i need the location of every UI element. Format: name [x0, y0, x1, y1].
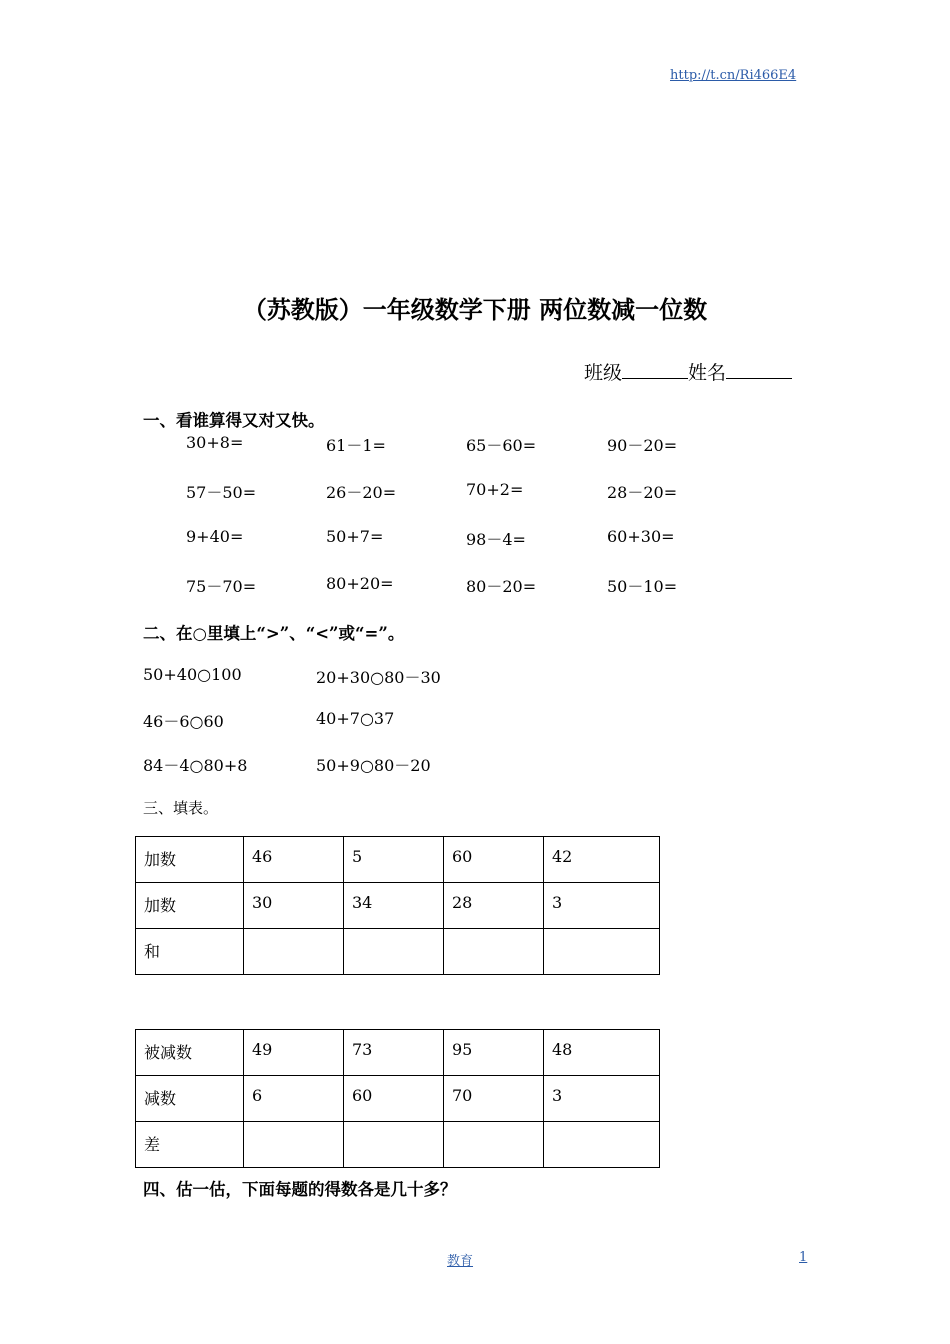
exercise-item: 65－60= [466, 436, 537, 455]
exercise-item: 70+2= [466, 480, 524, 499]
comparison-item: 50+9○80－20 [316, 756, 431, 775]
class-blank[interactable] [622, 359, 688, 379]
answer-cell[interactable] [344, 1122, 444, 1168]
table-cell: 60 [444, 837, 544, 883]
answer-cell[interactable] [544, 929, 660, 975]
exercise-item: 75－70= [186, 577, 257, 596]
comparison-item: 46－6○60 [143, 712, 224, 731]
answer-cell[interactable] [544, 1122, 660, 1168]
table-cell: 和 [136, 929, 244, 975]
name-label: 姓名 [688, 362, 727, 384]
table-cell: 30 [244, 883, 344, 929]
comparison-item: 40+7○37 [316, 709, 395, 728]
exercise-item: 90－20= [607, 436, 678, 455]
table-row [136, 883, 660, 929]
answer-cell[interactable] [344, 929, 444, 975]
table-row [136, 1122, 660, 1168]
header-url-link[interactable]: http://t.cn/Ri466E4 [670, 68, 797, 83]
section4-heading: 四、估一估，下面每题的得数各是几十多？ [143, 1180, 457, 1199]
table-cell: 减数 [136, 1076, 244, 1122]
table-row [136, 837, 660, 883]
table-cell: 60 [344, 1076, 444, 1122]
page-title: （苏教版）一年级数学下册 两位数减一位数 [242, 295, 708, 324]
table-cell: 5 [344, 837, 444, 883]
answer-cell[interactable] [444, 929, 544, 975]
exercise-item: 60+30= [607, 527, 675, 546]
exercise-item: 30+8= [186, 433, 244, 452]
table-cell: 95 [444, 1030, 544, 1076]
exercise-item: 80+20= [326, 574, 394, 593]
table-cell: 28 [444, 883, 544, 929]
answer-cell[interactable] [244, 1122, 344, 1168]
exercise-item: 50－10= [607, 577, 678, 596]
section3-heading: 三、填表。 [143, 799, 219, 817]
table-cell: 34 [344, 883, 444, 929]
table-cell: 46 [244, 837, 344, 883]
table-cell: 被减数 [136, 1030, 244, 1076]
section2-heading: 二、在○里填上“>”、“<”或“=”。 [143, 624, 405, 643]
table-cell: 加数 [136, 837, 244, 883]
comparison-item: 20+30○80－30 [316, 668, 441, 687]
answer-cell[interactable] [444, 1122, 544, 1168]
exercise-item: 28－20= [607, 483, 678, 502]
class-label: 班级 [584, 362, 623, 384]
table-cell: 差 [136, 1122, 244, 1168]
comparison-item: 50+40○100 [143, 665, 242, 684]
table-cell: 48 [544, 1030, 660, 1076]
table-cell: 70 [444, 1076, 544, 1122]
footer-link[interactable]: 教育 [447, 1254, 474, 1269]
table-cell: 3 [544, 1076, 660, 1122]
exercise-item: 50+7= [326, 527, 384, 546]
exercise-item: 57－50= [186, 483, 257, 502]
table-cell: 73 [344, 1030, 444, 1076]
subtraction-table [135, 1029, 660, 1168]
table-row [136, 929, 660, 975]
answer-cell[interactable] [244, 929, 344, 975]
exercise-item: 98－4= [466, 530, 526, 549]
addition-table [135, 836, 660, 975]
student-fields [584, 358, 792, 385]
name-blank[interactable] [726, 359, 792, 379]
page-number[interactable]: 1 [799, 1250, 808, 1265]
comparison-item: 84－4○80+8 [143, 756, 248, 775]
table-row [136, 1076, 660, 1122]
exercise-item: 61－1= [326, 436, 386, 455]
table-cell: 加数 [136, 883, 244, 929]
table-cell: 3 [544, 883, 660, 929]
table-row [136, 1030, 660, 1076]
exercise-item: 9+40= [186, 527, 244, 546]
table-cell: 6 [244, 1076, 344, 1122]
exercise-item: 80－20= [466, 577, 537, 596]
section1-heading: 一、看谁算得又对又快。 [143, 411, 325, 430]
table-cell: 49 [244, 1030, 344, 1076]
exercise-item: 26－20= [326, 483, 397, 502]
table-cell: 42 [544, 837, 660, 883]
